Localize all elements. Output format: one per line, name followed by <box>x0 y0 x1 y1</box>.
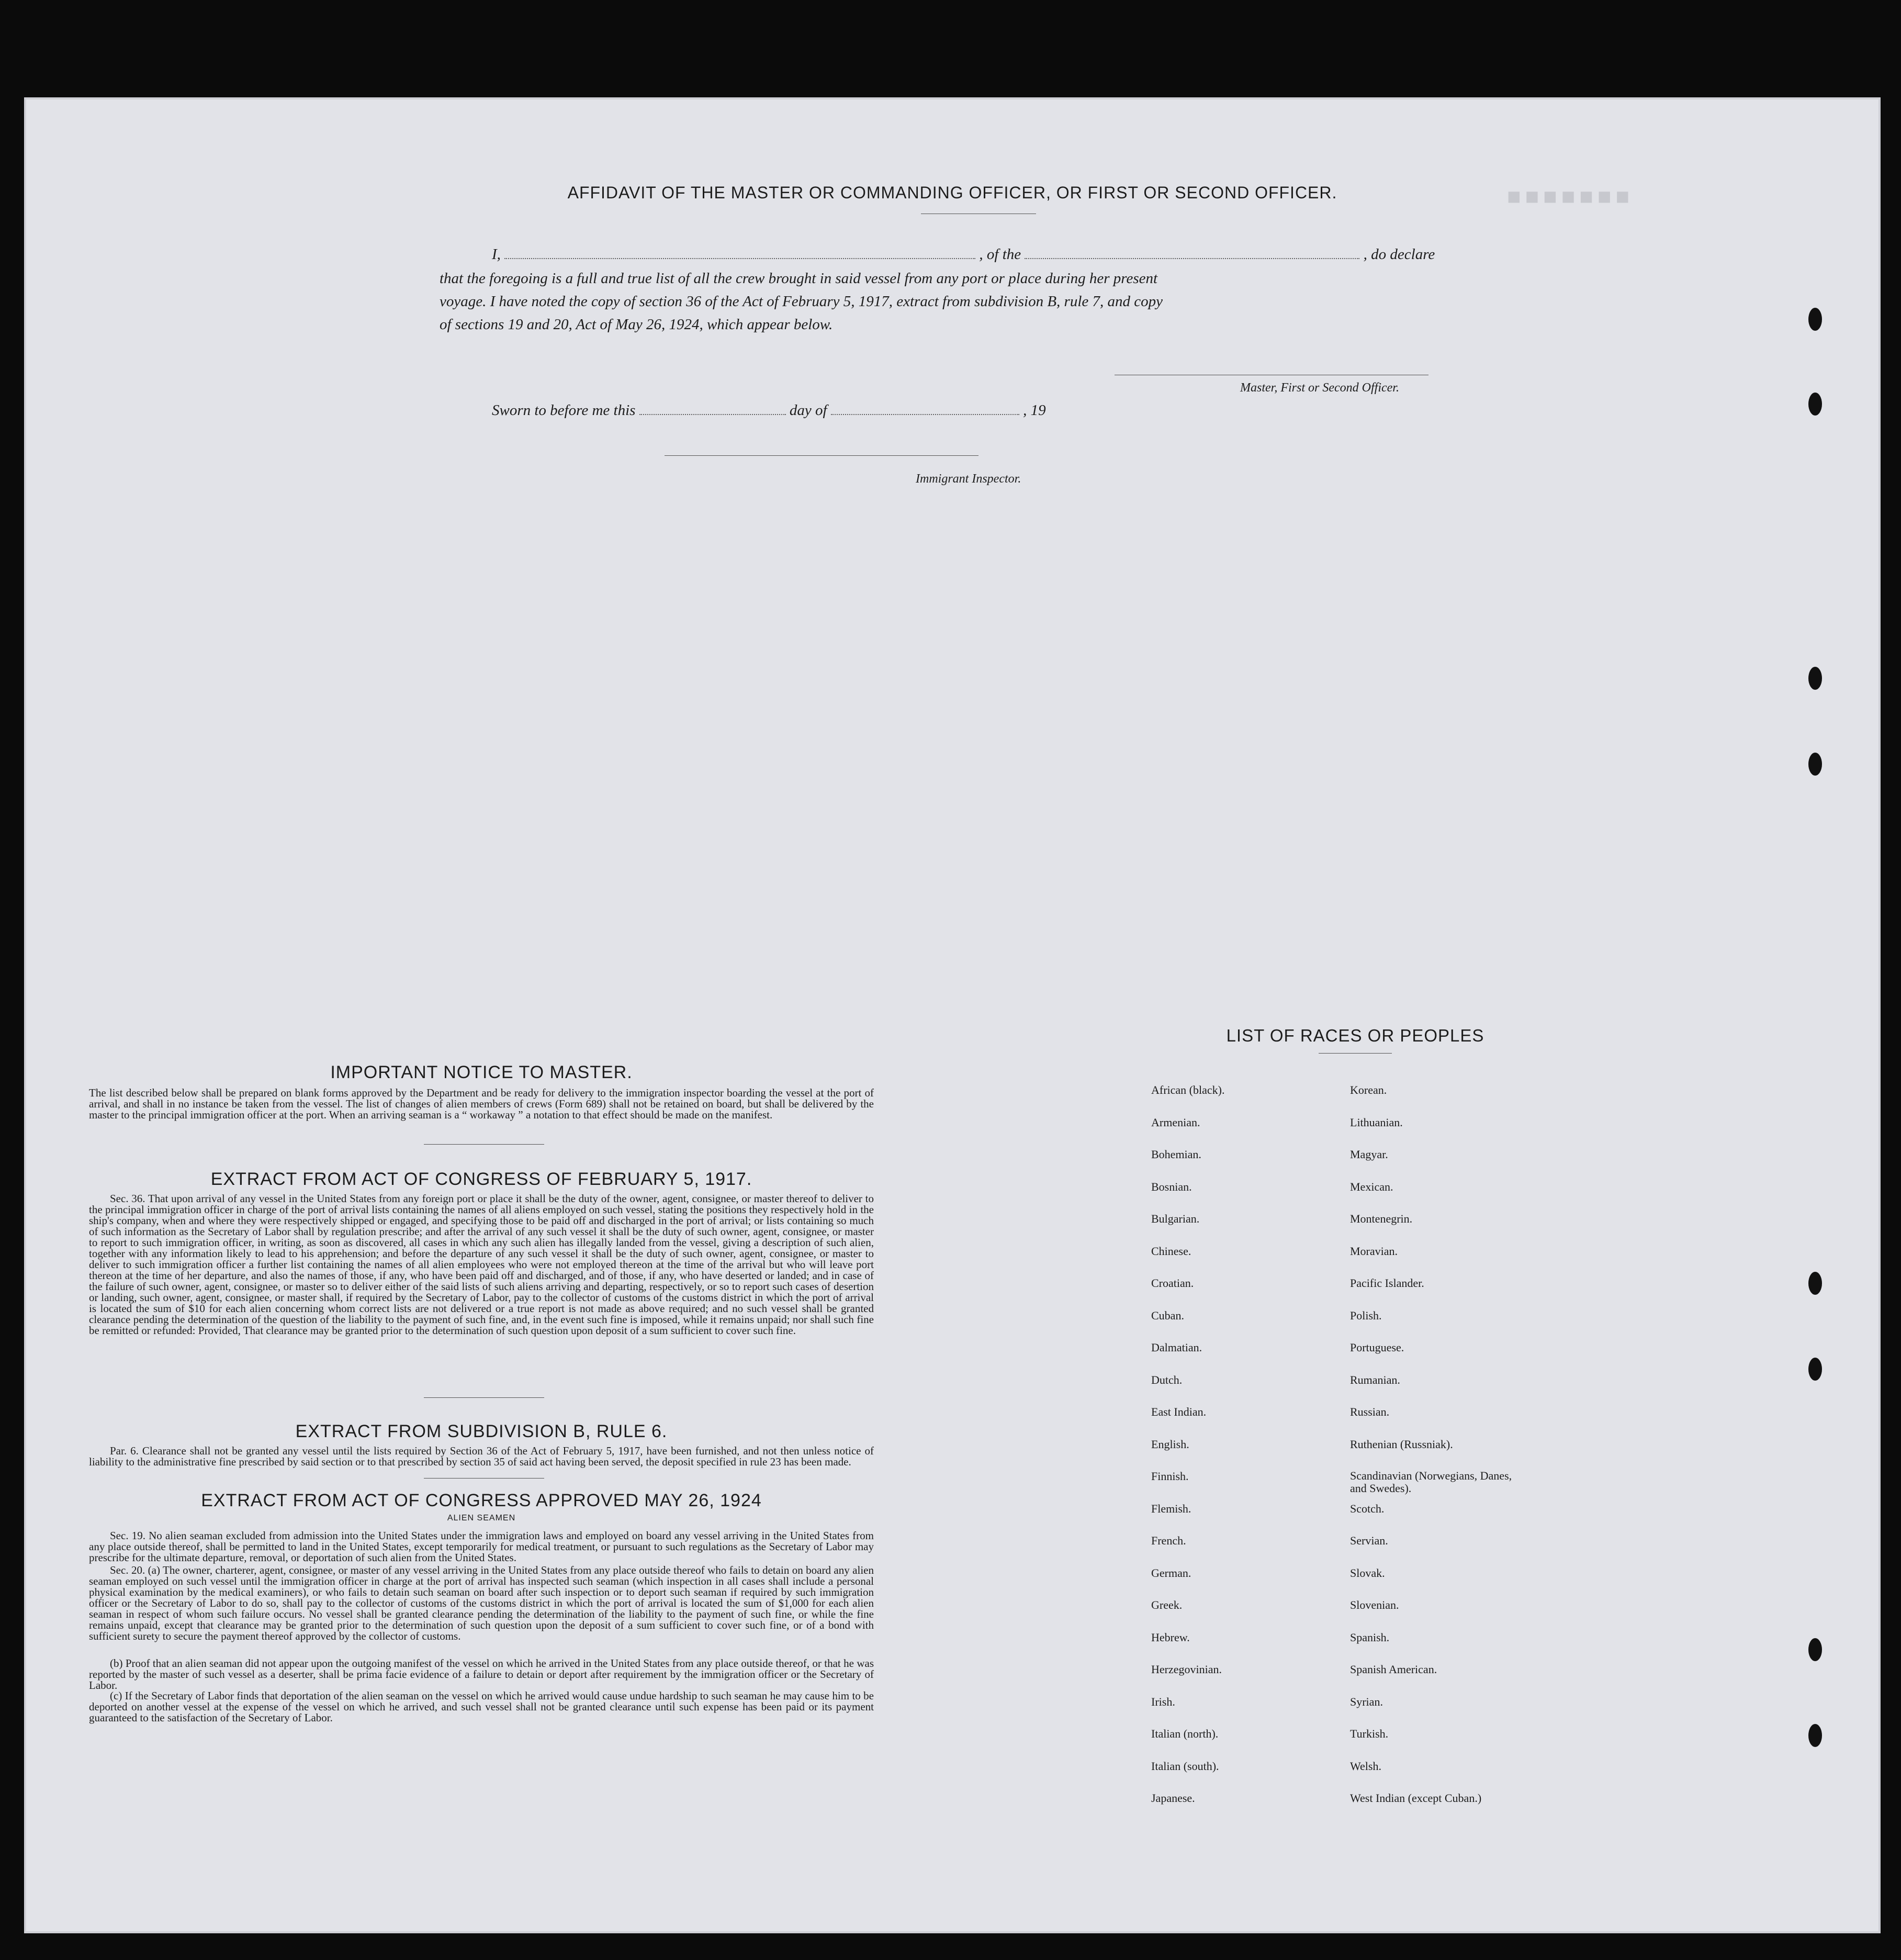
binding-hole <box>1808 1358 1822 1381</box>
affidavit-line-1-start: I, <box>492 246 501 263</box>
sworn-middle: day of <box>789 402 827 419</box>
race-item: Korean. <box>1350 1083 1387 1096</box>
vessel-blank[interactable] <box>1025 258 1359 259</box>
race-item: Greek. <box>1151 1598 1183 1611</box>
race-item: Japanese. <box>1151 1791 1195 1805</box>
race-item: Dutch. <box>1151 1373 1183 1386</box>
race-item: Montenegrin. <box>1350 1212 1413 1225</box>
extract-1924-subtitle: ALIEN SEAMEN <box>447 1514 516 1522</box>
race-item: Dalmatian. <box>1151 1341 1202 1354</box>
sworn-year: , 19 <box>1023 402 1046 419</box>
affidavit-line-1-middle: , of the <box>979 246 1021 263</box>
race-item: Bohemian. <box>1151 1148 1201 1161</box>
race-item: Scandinavian (Norwegians, Danes, and Swedes). <box>1350 1469 1512 1495</box>
race-item: Italian (north). <box>1151 1727 1219 1740</box>
bleed-through-mark: ■■■■■■■ <box>1507 184 1634 209</box>
inspector-caption: Immigrant Inspector. <box>916 472 1021 486</box>
race-item: Hebrew. <box>1151 1630 1190 1644</box>
sec19-text: Sec. 19. No alien seaman excluded from admission into the United States under the immigration laws and employed on board any vessel arriving in the United States from any place outside thereof, shall be permitted to land in the United States, except temporarily for medical treatment, or pursuant to such regulations as the Secretary of Labor may prescribe for the ultimate departure, removal, or deportation of such alien from the United States. <box>89 1529 874 1564</box>
race-item: Russian. <box>1350 1405 1390 1418</box>
binding-hole <box>1808 1724 1822 1747</box>
race-item: Ruthenian (Russniak). <box>1350 1437 1453 1451</box>
rule6-text: Par. 6. Clearance shall not be granted any vessel until the lists required by Section 36 of the Act of February 5, 1917, have been furnished, and not then unless notice of liability to the administrative fine prescribed by said section or to that prescribed by section 35 of said act having been served, the deposit specified in rule 23 has been made. <box>89 1444 874 1468</box>
race-item: African (black). <box>1151 1083 1225 1096</box>
race-item: Moravian. <box>1350 1244 1398 1258</box>
name-blank[interactable] <box>504 258 975 259</box>
race-item: Cuban. <box>1151 1308 1184 1322</box>
race-item: Portuguese. <box>1350 1341 1404 1354</box>
binding-hole <box>1808 667 1822 690</box>
race-item: Italian (south). <box>1151 1759 1219 1773</box>
races-title: LIST OF RACES OR PEOPLES <box>1226 1026 1484 1045</box>
affidavit-title: AFFIDAVIT OF THE MASTER OR COMMANDING OFFICER, OR FIRST OR SECOND OFFICER. <box>567 183 1337 202</box>
affidavit-line-1-end: , do declare <box>1363 246 1435 263</box>
race-item: French. <box>1151 1534 1186 1547</box>
race-item: Finnish. <box>1151 1470 1189 1483</box>
affidavit-line-1 <box>492 246 1497 263</box>
race-item: Servian. <box>1350 1534 1388 1547</box>
sec20a-text: Sec. 20. (a) The owner, charterer, agent, consignee, or master of any vessel arriving in the United States from any place outside thereof who fails to detain on board any alien seaman employed on such vessel until the immigration officer in charge at the port of arrival has inspected such seaman (which inspection in all cases shall include a personal physical examination by the medical examiners), or who fails to detain such seaman on board after such inspection or to deport such seaman if required by such immigration officer or the Secretary of Labor to do so, shall pay to the collector of customs of the customs district in which the port of arrival is located the sum of $1,000 for each alien seaman in respect of whom such failure occurs. No vessel shall be granted clearance pending the determination of the liability to the payment of such fine, or while the fine remains unpaid, except that clearance may be granted prior to the determination of such question upon the deposit of a sum sufficient to cover such fine, or of a bond with sufficient surety to secure the payment thereof approved by the collector of customs. <box>89 1564 874 1642</box>
race-item: Syrian. <box>1350 1695 1383 1708</box>
rule6-rule <box>424 1478 544 1479</box>
race-item: Slovenian. <box>1350 1598 1399 1611</box>
extract-1917-rule <box>424 1397 544 1398</box>
sworn-day-blank[interactable] <box>639 414 786 415</box>
race-item: Scotch. <box>1350 1502 1385 1515</box>
binding-hole <box>1808 1638 1822 1661</box>
race-item: East Indian. <box>1151 1405 1207 1418</box>
race-item: Magyar. <box>1350 1148 1388 1161</box>
sworn-month-blank[interactable] <box>831 414 1019 415</box>
race-item: Irish. <box>1151 1695 1175 1708</box>
extract-1924-title: EXTRACT FROM ACT OF CONGRESS APPROVED MAY 26, 1924 <box>201 1491 762 1510</box>
master-caption: Master, First or Second Officer. <box>1240 381 1399 395</box>
race-item: Spanish American. <box>1350 1663 1437 1676</box>
race-item: Turkish. <box>1350 1727 1389 1740</box>
binding-hole <box>1808 308 1822 331</box>
sworn-line <box>492 402 1046 419</box>
inspector-signature-line[interactable] <box>665 455 978 456</box>
races-title-rule <box>1319 1053 1392 1054</box>
race-item: Herzegovinian. <box>1151 1663 1222 1676</box>
affidavit-line-4: of sections 19 and 20, Act of May 26, 1924, which appear below. <box>440 316 833 333</box>
race-item: Croatian. <box>1151 1276 1194 1290</box>
affidavit-line-2: that the foregoing is a full and true list of all the crew brought in said vessel from any port or place during her present <box>440 270 1158 287</box>
notice-title: IMPORTANT NOTICE TO MASTER. <box>330 1062 633 1082</box>
race-item: German. <box>1151 1566 1191 1580</box>
affidavit-line-3: voyage. I have noted the copy of section 36 of the Act of February 5, 1917, extract from subdivision B, rule 7, and copy <box>440 293 1163 310</box>
race-item: English. <box>1151 1437 1189 1451</box>
extract-1917-text: Sec. 36. That upon arrival of any vessel in the United States from any foreign port or place it shall be the duty of the owner, agent, consignee, or master thereof to deliver to the principal immigration officer in charge of the port of arrival lists containing the names of all aliens employed on such vessel, stating the positions they respectively hold in the ship's company, when and where they were respectively shipped or engaged, and specifying those to be paid off and discharged in the port of arrival; or lists containing so much of such information as the Secretary of Labor shall by regulation prescribe; and after the arrival of any such vessel it shall be the duty of such owner, agent, consignee, or master to report to such immigration officer, in writing, as soon as discovered, all cases in which any such alien has illegally landed from the vessel, giving a description of such alien, together with any information likely to lead to his apprehension; and before the departure of any such vessel it shall be the duty of such owner, agent, consignee, or master to deliver to such immigration officer a further list containing the names of all alien employees who were not employed thereon at the time of the arrival but who will leave port thereon at the time of her departure, and also the names of those, if any, who have been paid off and discharged, and of those, if any, who have deserted or landed; and in case of the failure of such owner, agent, consignee, or master so to deliver either of the said lists of such aliens arriving and departing, respectively, or so to report such cases of desertion or landing, such owner, agent, consignee, or master shall, if required by the Secretary of Labor, pay to the collector of customs of the customs district in which the port of arrival is located the sum of $10 for each alien concerning whom correct lists are not delivered or a true report is not made as above required; and no such vessel shall be granted clearance pending the determination of the question of the liability to the payment of such fine, and, in the event such fine is imposed, while it remains unpaid; nor shall such fine be remitted or refunded: Provided, That clearance may be granted prior to the determination of such question upon deposit of a sum sufficient to cover such fine. <box>89 1192 874 1337</box>
race-item: Slovak. <box>1350 1566 1385 1580</box>
race-item: Bulgarian. <box>1151 1212 1200 1225</box>
binding-hole <box>1808 1272 1822 1295</box>
race-item: Rumanian. <box>1350 1373 1400 1386</box>
notice-text: The list described below shall be prepared on blank forms approved by the Department and be ready for delivery to the immigration inspector boarding the vessel at the port of arrival, and shall in no instance be taken from the vessel. The list of changes of alien members of crews (Form 689) shall not be retained on board, but shall be delivered by the master to the principal immigration officer at the port. When an arriving seaman is a “ workaway ” a notation to that effect should be made on the manifest. <box>89 1087 874 1121</box>
binding-hole <box>1808 393 1822 416</box>
race-item: Mexican. <box>1350 1180 1393 1193</box>
race-item: West Indian (except Cuban.) <box>1350 1791 1482 1805</box>
race-item: Lithuanian. <box>1350 1115 1403 1129</box>
race-item: Spanish. <box>1350 1630 1390 1644</box>
race-item: Pacific Islander. <box>1350 1276 1424 1290</box>
race-item: Bosnian. <box>1151 1180 1192 1193</box>
sec20c-text: (c) If the Secretary of Labor finds that deportation of the alien seaman on the vessel on which he arrived would cause undue hardship to such seaman he may cause him to be deported on another vessel at the expense of the vessel on which he arrived, and such vessel shall not be granted clearance until such expense has been paid or its payment guaranteed to the satisfaction of the Secretary of Labor. <box>89 1689 874 1724</box>
race-item: Welsh. <box>1350 1759 1381 1773</box>
document-page <box>26 99 1878 1931</box>
binding-hole <box>1808 753 1822 776</box>
rule6-title: EXTRACT FROM SUBDIVISION B, RULE 6. <box>295 1421 668 1441</box>
extract-1917-title: EXTRACT FROM ACT OF CONGRESS OF FEBRUARY 5, 1917. <box>210 1169 752 1189</box>
race-item: Polish. <box>1350 1308 1382 1322</box>
sworn-start: Sworn to before me this <box>492 402 636 419</box>
race-item: Flemish. <box>1151 1502 1191 1515</box>
notice-rule <box>424 1144 544 1145</box>
race-item: Armenian. <box>1151 1115 1200 1129</box>
sec20b-text: (b) Proof that an alien seaman did not appear upon the outgoing manifest of the vessel on which he arrived in the United States from any place outside thereof, or that he was reported by the master of such vessel as a deserter, shall be prima facie evidence of a failure to detain or deport after requirement by the immigration officer or the Secretary of Labor. <box>89 1657 874 1692</box>
race-item: Chinese. <box>1151 1244 1191 1258</box>
